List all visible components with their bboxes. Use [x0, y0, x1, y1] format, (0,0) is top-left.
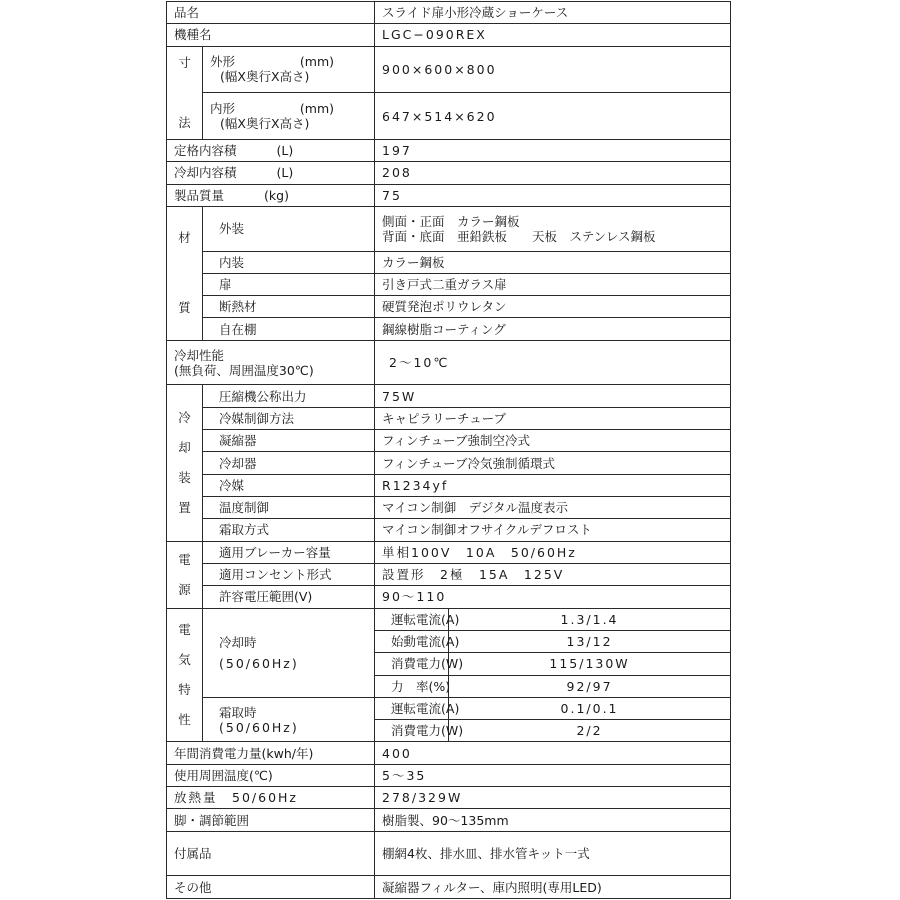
row-material-insulation — [167, 296, 731, 318]
value-interior: カラー鋼板 — [375, 251, 731, 273]
row-legs — [167, 809, 731, 831]
row-outlet — [167, 563, 731, 585]
value-defrost-run-current: 0.1/0.1 — [449, 697, 731, 719]
label-condenser: 凝縮器 — [203, 430, 375, 452]
row-condenser — [167, 430, 731, 452]
outer-dim-sub: (幅X奥行X高さ) — [220, 69, 310, 85]
group-cooling-device-char-1: 冷 — [178, 410, 191, 426]
row-breaker — [167, 541, 731, 563]
value-voltage-range: 90〜110 — [375, 586, 731, 608]
value-ambient-temp: 5〜35 — [375, 764, 731, 786]
rated-volume-label: 定格内容積 — [174, 143, 237, 159]
cooling-mode-label: 冷却時 — [219, 634, 257, 650]
exterior-line-1: 側面・正面 カラー鋼板 — [382, 213, 520, 229]
label-defrost-run-current: 運転電流(A) — [375, 697, 449, 719]
value-outer-dim: 900×600×800 — [375, 46, 731, 93]
value-evaporator: フィンチューブ冷気強制循環式 — [375, 452, 731, 474]
label-defrost-mode — [203, 697, 375, 742]
label-breaker: 適用ブレーカー容量 — [203, 541, 375, 563]
inner-dim-unit: (mm) — [299, 101, 335, 117]
label-outlet: 適用コンセント形式 — [203, 563, 375, 585]
row-cool-volume — [167, 162, 731, 184]
label-shelf: 自在棚 — [203, 318, 375, 340]
row-compressor — [167, 385, 731, 407]
cool-volume-label: 冷却内容積 — [174, 165, 237, 181]
label-cool-volume — [167, 162, 375, 184]
row-heat-output — [167, 787, 731, 809]
label-heat-output: 放熱量 50/60Hz — [167, 787, 375, 809]
label-evaporator: 冷却器 — [203, 452, 375, 474]
row-other — [167, 876, 731, 899]
group-material-char-2: 質 — [178, 300, 191, 316]
label-model: 機種名 — [167, 24, 375, 46]
value-compressor: 75W — [375, 385, 731, 407]
value-exterior — [375, 206, 731, 251]
row-model — [167, 24, 731, 46]
value-condenser: フィンチューブ強制空冷式 — [375, 430, 731, 452]
label-interior: 内装 — [203, 251, 375, 273]
value-refrigerant: R1234yf — [375, 474, 731, 496]
label-exterior: 外装 — [203, 206, 375, 251]
value-cool-start-current: 13/12 — [449, 630, 731, 652]
label-door: 扉 — [203, 273, 375, 295]
mass-unit: (kg) — [264, 187, 289, 203]
value-power-factor: 92/97 — [449, 675, 731, 697]
outer-dim-unit: (mm) — [299, 54, 335, 70]
label-rated-volume — [167, 139, 375, 161]
row-temp-control — [167, 497, 731, 519]
value-legs: 樹脂製、90〜135mm — [375, 809, 731, 831]
label-outer-dim — [203, 46, 375, 93]
label-power-factor: 力 率(%) — [375, 675, 449, 697]
cool-volume-unit: (L) — [276, 165, 294, 181]
value-defrost-method: マイコン制御オフサイクルデフロスト — [375, 519, 731, 541]
group-electric-char-2: 気 — [178, 652, 191, 667]
label-name: 品名 — [167, 2, 375, 24]
value-annual-power: 400 — [375, 742, 731, 764]
value-heat-output: 278/329W — [375, 787, 731, 809]
row-cooling-performance — [167, 340, 731, 385]
row-dim-outer — [167, 46, 731, 93]
value-outlet: 設置形 2極 15A 125V — [375, 563, 731, 585]
row-annual-power — [167, 742, 731, 764]
group-electric-char-4: 性 — [178, 712, 191, 727]
group-power-source — [167, 541, 203, 608]
label-annual-power: 年間消費電力量(kwh/年) — [167, 742, 375, 764]
cooling-mode-freq: (50/60Hz) — [219, 655, 299, 671]
value-temp-control: マイコン制御 デジタル温度表示 — [375, 497, 731, 519]
group-electrical — [167, 608, 203, 742]
value-cool-volume: 208 — [375, 162, 731, 184]
label-other: その他 — [167, 876, 375, 899]
row-accessories — [167, 831, 731, 876]
defrost-mode-freq: (50/60Hz) — [219, 719, 299, 735]
row-ambient-temp — [167, 764, 731, 786]
group-cooling-device-char-3: 装 — [178, 470, 191, 486]
label-cool-start-current: 始動電流(A) — [375, 630, 449, 652]
value-model: LGC−090REX — [375, 24, 731, 46]
group-cooling-device-char-4: 置 — [178, 500, 191, 516]
label-cooling-mode — [203, 608, 375, 697]
label-defrost-power: 消費電力(W) — [375, 720, 449, 742]
group-cooling-device-char-2: 却 — [178, 440, 191, 456]
value-defrost-power: 2/2 — [449, 720, 731, 742]
row-refrigerant-control — [167, 407, 731, 429]
label-compressor: 圧縮機公称出力 — [203, 385, 375, 407]
spec-table — [166, 1, 731, 899]
outer-dim-label: 外形 — [210, 54, 236, 70]
label-legs: 脚・調節範囲 — [167, 809, 375, 831]
row-defrost-method — [167, 519, 731, 541]
row-evaporator — [167, 452, 731, 474]
label-cool-run-current: 運転電流(A) — [375, 608, 449, 630]
value-door: 引き戸式二重ガラス扉 — [375, 273, 731, 295]
value-refrigerant-control: キャピラリーチューブ — [375, 407, 731, 429]
mass-label: 製品質量 — [174, 187, 225, 203]
value-inner-dim: 647×514×620 — [375, 93, 731, 140]
group-dim-char-2: 法 — [178, 114, 191, 130]
row-material-shelf — [167, 318, 731, 340]
exterior-line-2: 背面・底面 亜鉛鉄板 天板 ステンレス鋼板 — [382, 228, 656, 244]
row-dim-inner — [167, 93, 731, 140]
row-name — [167, 2, 731, 24]
label-cooling-performance — [167, 340, 375, 385]
value-cool-power: 115/130W — [449, 653, 731, 675]
value-shelf: 鋼線樹脂コーティング — [375, 318, 731, 340]
inner-dim-label: 内形 — [210, 101, 236, 117]
label-ambient-temp: 使用周囲温度(℃) — [167, 764, 375, 786]
row-defrost-run-current — [167, 697, 731, 719]
label-inner-dim — [203, 93, 375, 140]
value-other: 凝縮器フィルター、庫内照明(専用LED) — [375, 876, 731, 899]
rated-volume-unit: (L) — [276, 143, 294, 159]
row-mass — [167, 184, 731, 206]
label-voltage-range: 許容電圧範囲(V) — [203, 586, 375, 608]
group-power-char-1: 電 — [178, 551, 191, 567]
group-cooling-device — [167, 385, 203, 541]
cooling-performance-label: 冷却性能 — [174, 347, 225, 363]
defrost-mode-label: 霜取時 — [219, 704, 257, 720]
row-cool-run-current — [167, 608, 731, 630]
label-temp-control: 温度制御 — [203, 497, 375, 519]
row-material-interior — [167, 251, 731, 273]
group-dim-char-1: 寸 — [178, 54, 191, 70]
row-voltage-range — [167, 586, 731, 608]
label-mass — [167, 184, 375, 206]
group-material — [167, 206, 203, 340]
label-accessories: 付属品 — [167, 831, 375, 876]
value-accessories: 棚網4枚、排水皿、排水管キット一式 — [375, 831, 731, 876]
group-electric-char-1: 電 — [178, 622, 191, 637]
row-refrigerant — [167, 474, 731, 496]
inner-dim-sub: (幅X奥行X高さ) — [220, 116, 310, 132]
group-electric-char-3: 特 — [178, 682, 191, 697]
label-insulation: 断熱材 — [203, 296, 375, 318]
row-material-door — [167, 273, 731, 295]
value-mass: 75 — [375, 184, 731, 206]
value-insulation: 硬質発泡ポリウレタン — [375, 296, 731, 318]
value-cooling-performance: 2〜10℃ — [375, 340, 731, 385]
value-rated-volume: 197 — [375, 139, 731, 161]
label-defrost-method: 霜取方式 — [203, 519, 375, 541]
cooling-performance-condition: (無負荷、周囲温度30℃) — [174, 362, 314, 378]
value-breaker: 単相100V 10A 50/60Hz — [375, 541, 731, 563]
group-material-char-1: 材 — [178, 230, 191, 246]
label-refrigerant-control: 冷媒制御方法 — [203, 407, 375, 429]
row-material-exterior — [167, 206, 731, 251]
row-rated-volume — [167, 139, 731, 161]
group-power-char-2: 源 — [178, 581, 191, 597]
value-name: スライド扉小形冷蔵ショーケース — [375, 2, 731, 24]
value-cool-run-current: 1.3/1.4 — [449, 608, 731, 630]
group-dimensions — [167, 46, 203, 139]
label-cool-power: 消費電力(W) — [375, 653, 449, 675]
label-refrigerant: 冷媒 — [203, 474, 375, 496]
